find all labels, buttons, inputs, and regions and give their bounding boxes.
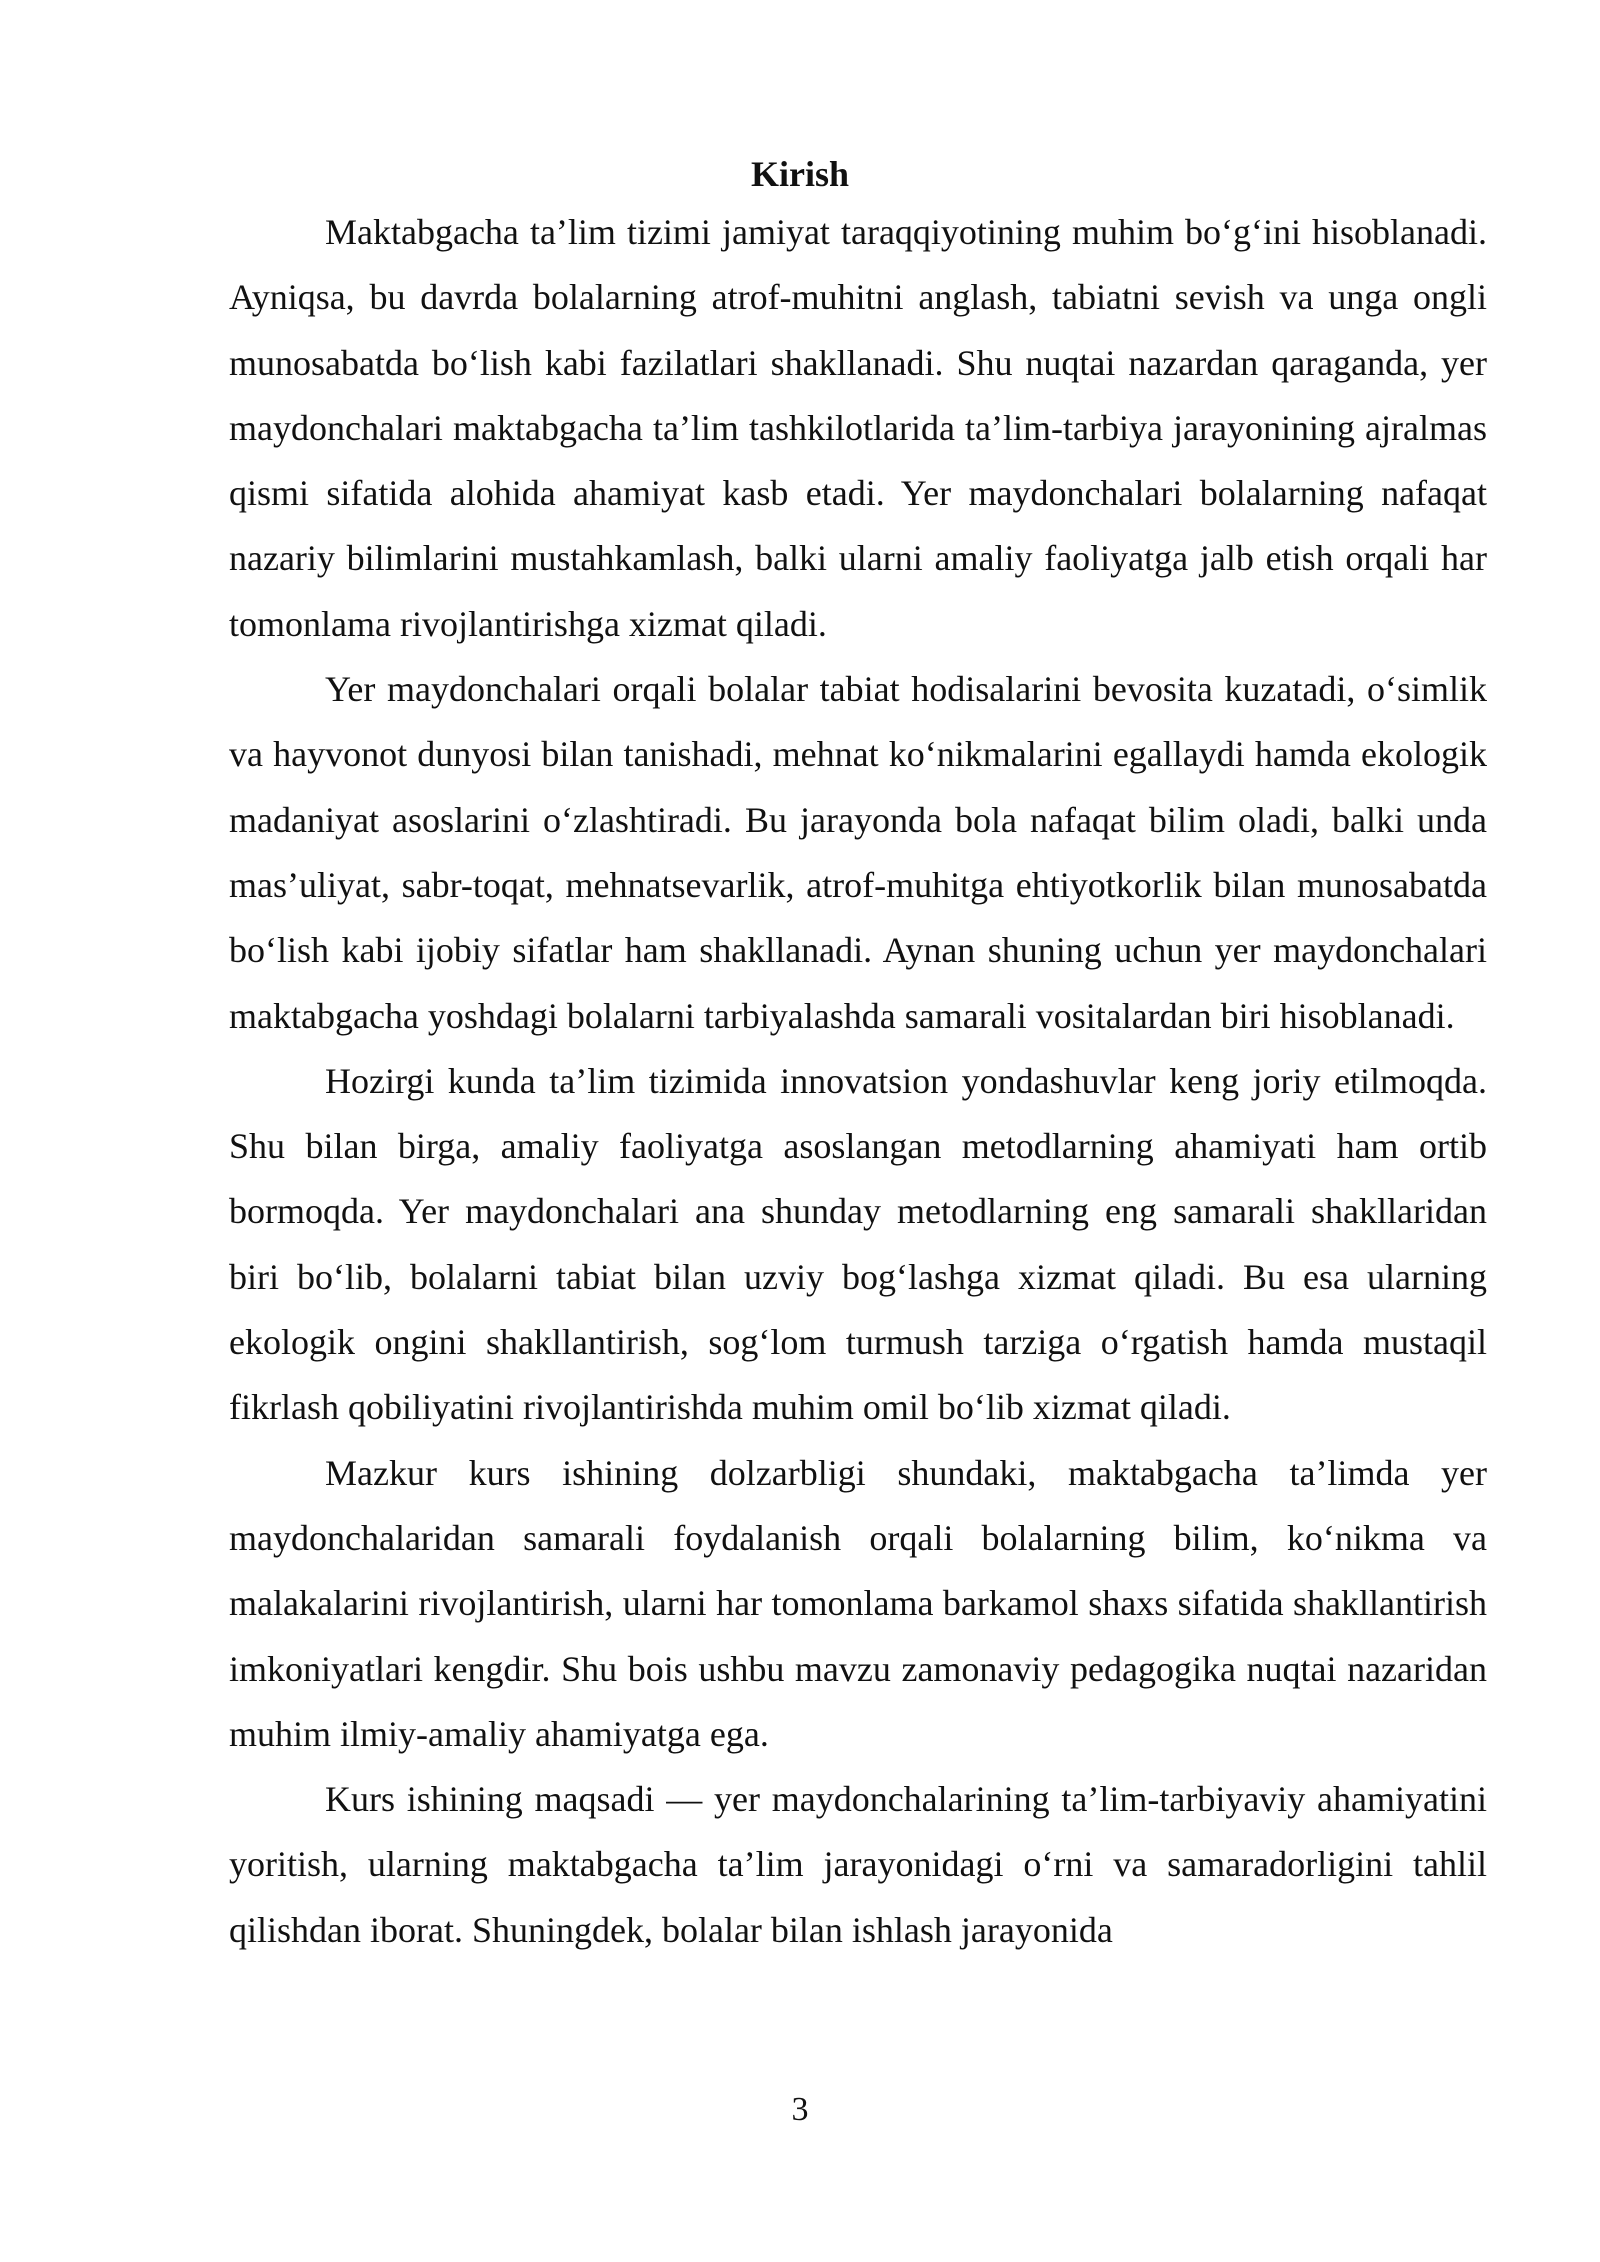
paragraph-5: Kurs ishining maqsadi — yer maydonchalarining ta’lim-tarbiyaviy ahamiyatini yoritish, ularning maktabgacha ta’lim jarayonidagi o‘rni va samaradorligini tahlil qilishdan iborat. Shuningdek, bolalar bilan ishlash jarayonida <box>229 1779 1487 1950</box>
paragraph-1: Maktabgacha ta’lim tizimi jamiyat taraqqiyotining muhim bo‘g‘ini hisoblanadi. Ayniqsa, bu davrda bolalarning atrof-muhitni anglash, tabiatni sevish va unga ongli munosabatda bo‘lish kabi fazilatlari shakllanadi. Shu nuqtai nazardan qaraganda, yer maydonchalari maktabgacha ta’lim tashkilotlarida ta’lim-tarbiya jarayonining ajralmas qismi sifatida alohida ahamiyat kasb etadi. Yer maydonchalari bolalarning nafaqat nazariy bilimlarini mustahkamlash, balki ularni amaliy faoliyatga jalb etish orqali har tomonlama rivojlantirishga xizmat qiladi. <box>229 212 1487 644</box>
paragraph-2: Yer maydonchalari orqali bolalar tabiat hodisalarini bevosita kuzatadi, o‘simlik va hayvonot dunyosi bilan tanishadi, mehnat ko‘nikmalarini egallaydi hamda ekologik madaniyat asoslarini o‘zlashtiradi. Bu jarayonda bola nafaqat bilim oladi, balki unda mas’uliyat, sabr-toqat, mehnatsevarlik, atrof-muhitga ehtiyotkorlik bilan munosabatda bo‘lish kabi ijobiy sifatlar ham shakllanadi. Aynan shuning uchun yer maydonchalari maktabgacha yoshdagi bolalarni tarbiyalashda samarali vositalardan biri hisoblanadi. <box>229 669 1487 1036</box>
body-text <box>229 200 1487 1963</box>
paragraph-4: Mazkur kurs ishining dolzarbligi shundaki, maktabgacha ta’limda yer maydonchalaridan samarali foydalanish orqali bolalarning bilim, ko‘nikma va malakalarini rivojlantirish, ularni har tomonlama barkamol shaxs sifatida shakllantirish imkoniyatlari kengdir. Shu bois ushbu mavzu zamonaviy pedagogika nuqtai nazaridan muhim ilmiy-amaliy ahamiyatga ega. <box>229 1452 1487 1754</box>
paragraph-3: Hozirgi kunda ta’lim tizimida innovatsion yondashuvlar keng joriy etilmoqda. Shu bilan birga, amaliy faoliyatga asoslangan metodlarning ahamiyati ham ortib bormoqda. Yer maydonchalari ana shunday metodlarning eng samarali shakllaridan biri bo‘lib, bolalarni tabiat bilan uzviy bog‘lashga xizmat qiladi. Bu esa ularning ekologik ongini shakllantirish, sog‘lom turmush tarziga o‘rgatish hamda mustaqil fikrlash qobiliyatini rivojlantirishda muhim omil bo‘lib xizmat qiladi. <box>229 1060 1487 1428</box>
page-number: 3 <box>791 2091 809 2128</box>
section-title: Kirish <box>750 154 849 194</box>
